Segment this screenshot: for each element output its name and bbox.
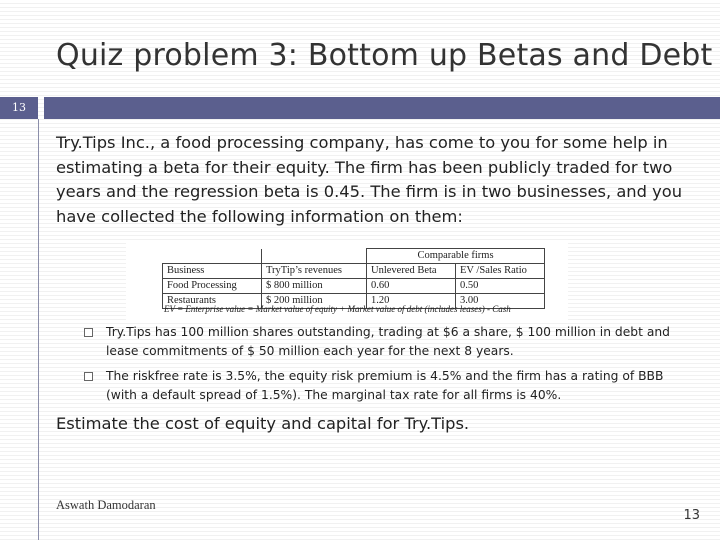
table-blank-cell — [163, 249, 262, 264]
table-footnote: EV = Enterprise value = Market value of equity + Market value of debt (includes leases) - Cash — [164, 304, 511, 314]
table-header-row — [163, 264, 545, 279]
comparable-firms-table — [162, 248, 545, 309]
table-group-row — [163, 249, 545, 264]
slide-number-badge: 13 — [0, 97, 38, 119]
table-cell: 0.60 — [367, 279, 456, 294]
intro-paragraph: Try.Tips Inc., a food processing company, has come to you for some help in estimating a beta for their equity. The firm has been publicly traded for two years and the regression beta is 0.45. The firm is in two businesses, and you have collected the following information on them: — [56, 133, 683, 226]
table-cell: Restaurants — [163, 294, 262, 309]
square-bullet-icon — [84, 328, 93, 337]
table-header-cell: TryTip’s revenues — [262, 264, 367, 279]
bullet-item — [84, 367, 684, 405]
table-header-cell: Unlevered Beta — [367, 264, 456, 279]
table-cell: Food Processing — [163, 279, 262, 294]
table-header-cell: EV /Sales Ratio — [456, 264, 545, 279]
bullet-item — [84, 323, 684, 361]
table-cell: $ 800 million — [262, 279, 367, 294]
table-cell: 1.20 — [367, 294, 456, 309]
page-number: 13 — [683, 508, 700, 523]
table-cell: 0.50 — [456, 279, 545, 294]
square-bullet-icon — [84, 372, 93, 381]
table-blank-cell — [262, 249, 367, 264]
bullet-text: The riskfree rate is 3.5%, the equity risk premium is 4.5% and the firm has a rating of BBB (with a default spread of 1.5%). The marginal tax rate for all firms is 40%. — [106, 369, 664, 402]
bullet-list — [84, 323, 684, 411]
left-rule — [38, 119, 39, 540]
table-group-header: Comparable firms — [367, 249, 545, 264]
task-text: Estimate the cost of equity and capital for Try.Tips. — [56, 414, 470, 433]
table-cell: 3.00 — [456, 294, 545, 309]
title-bar — [44, 97, 720, 119]
table-cell: $ 200 million — [262, 294, 367, 309]
bullet-text: Try.Tips has 100 million shares outstanding, trading at $6 a share, $ 100 million in debt and lease commitments of $ 50 million each year for the next 8 years. — [106, 325, 670, 358]
table-row — [163, 279, 545, 294]
table-header-cell: Business — [163, 264, 262, 279]
author-footer: Aswath Damodaran — [56, 498, 156, 512]
comparable-firms-table-image — [126, 242, 568, 320]
slide-title: Quiz problem 3: Bottom up Betas and Debt — [56, 38, 713, 73]
